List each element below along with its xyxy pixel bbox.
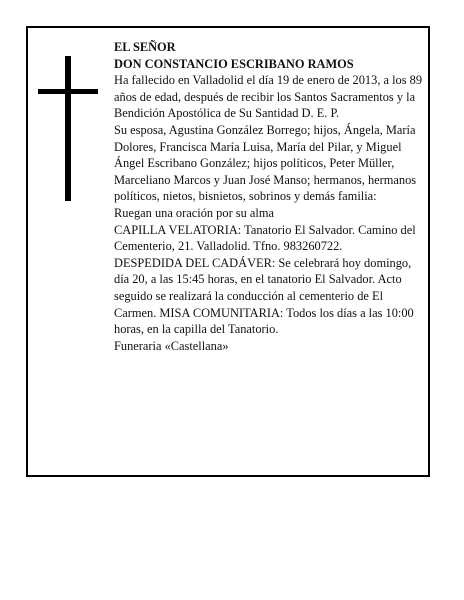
cross-icon [38, 56, 98, 201]
death-announcement: Ha fallecido en Valladolid el día 19 de enero de 2013, a los 89 años de edad, después de recibir los Santos Sacramentos y la Bendición Apostólica de Su Santidad D. E. P. [114, 73, 423, 121]
family-list: Su esposa, Agustina González Borrego; hijos, Ángela, María Dolores, Francisca María Luisa, María del Pilar, y Miguel Ángel Escribano González; hijos políticos, Peter Müller, Marceliano Marcos y Juan José Manso; hermanos, hermanos políticos, nietos, bisnietos, sobrinos y demás familia: [114, 122, 417, 204]
title-line-1: EL SEÑOR [114, 40, 176, 54]
obituary-text [114, 39, 424, 354]
deceased-name: DON CONSTANCIO ESCRIBANO RAMOS [114, 56, 354, 71]
farewell-info: DESPEDIDA DEL CADÁVER: Se celebrará hoy domingo, día 20, a las 15:45 horas, en el tanatorio El Salvador. Acto seguido se realizará la conducción al cementerio de El Carmen. MISA COMUNITARIA: Todos los días a las 10:00 horas, en la capilla del Tanatorio. [114, 255, 414, 337]
cross-vertical-bar [65, 56, 71, 201]
obituary-notice [26, 26, 430, 477]
cross-horizontal-bar [38, 89, 98, 94]
funeral-home: Funeraria «Castellana» [114, 338, 229, 353]
prayer-request: Ruegan una oración por su alma [114, 205, 274, 220]
chapel-info: CAPILLA VELATORIA: Tanatorio El Salvador. Camino del Cementerio, 21. Valladolid. Tfno. 983260722. [114, 222, 416, 254]
